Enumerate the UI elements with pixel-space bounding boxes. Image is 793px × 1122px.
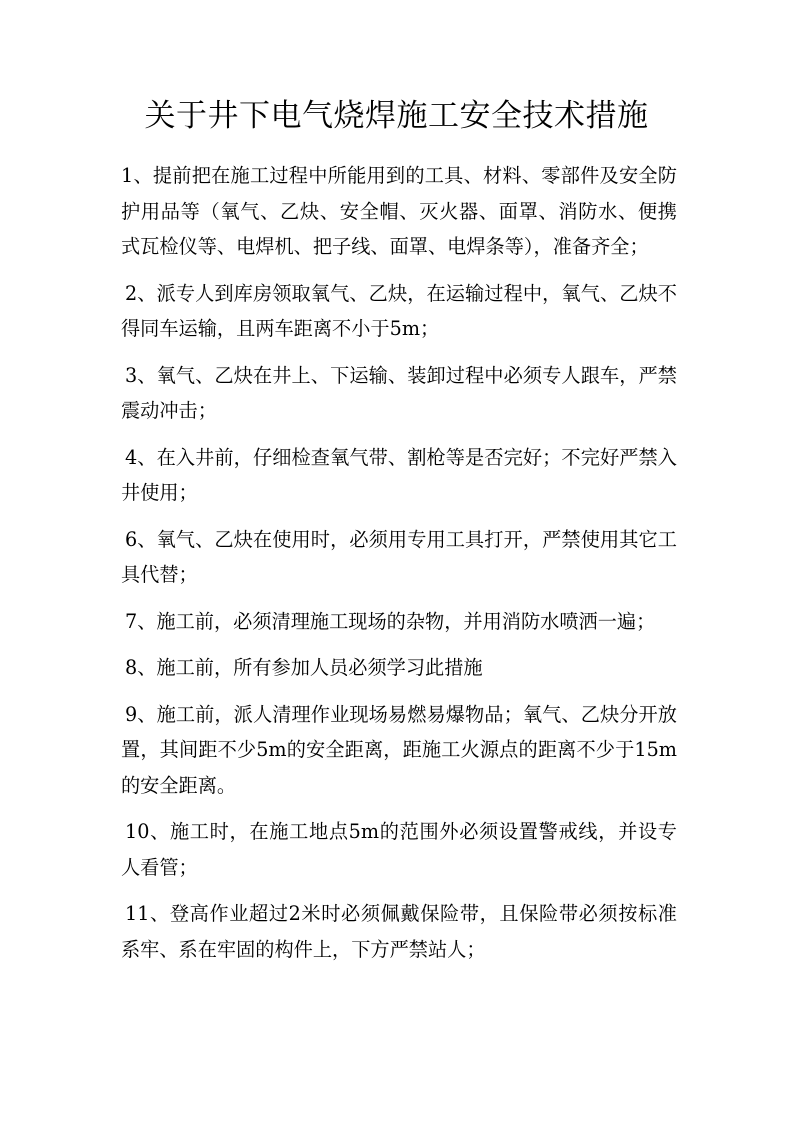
measure-item-10: 10、施工时，在施工地点5m的范围外必须设置警戒线，并设专人看管； — [121, 820, 677, 879]
measure-item-9: 9、施工前，派人清理作业现场易燃易爆物品；氧气、乙炔分开放置，其间距不少5m的安全距离，距施工火源点的距离不少于15m的安全距离。 — [121, 702, 677, 797]
measure-item-3: 3、氧气、乙炔在井上、下运输、装卸过程中必须专人跟车，严禁震动冲击； — [121, 363, 677, 422]
measure-item-8: 8、施工前，所有参加人员必须学习此措施 — [125, 656, 483, 679]
document-title: 关于井下电气烧焊施工安全技术措施 — [144, 98, 649, 134]
measure-item-7: 7、施工前，必须清理施工现场的杂物，并用消防水喷洒一遍； — [125, 609, 656, 633]
measure-item-4: 4、在入井前，仔细检查氧气带、割枪等是否完好；不完好严禁入井使用； — [121, 445, 677, 504]
measure-item-11: 11、登高作业超过2米时必须佩戴保险带，且保险带必须按标准系牢、系在牢固的构件上，下方严禁站人； — [121, 902, 677, 961]
measure-item-1: 1、提前把在施工过程中所能用到的工具、材料、零部件及安全防护用品等（氧气、乙炔、安全帽、灭火器、面罩、消防水、便携式瓦检仪等、电焊机、把子线、面罩、电焊条等），准备齐全； — [121, 164, 677, 258]
measure-item-2: 2、派专人到库房领取氧气、乙炔，在运输过程中，氧气、乙炔不得同车运输，且两车距离不小于5m； — [121, 281, 677, 340]
measures-list — [121, 158, 677, 967]
measure-item-6: 6、氧气、乙炔在使用时，必须用专用工具打开，严禁使用其它工具代替； — [121, 527, 677, 586]
